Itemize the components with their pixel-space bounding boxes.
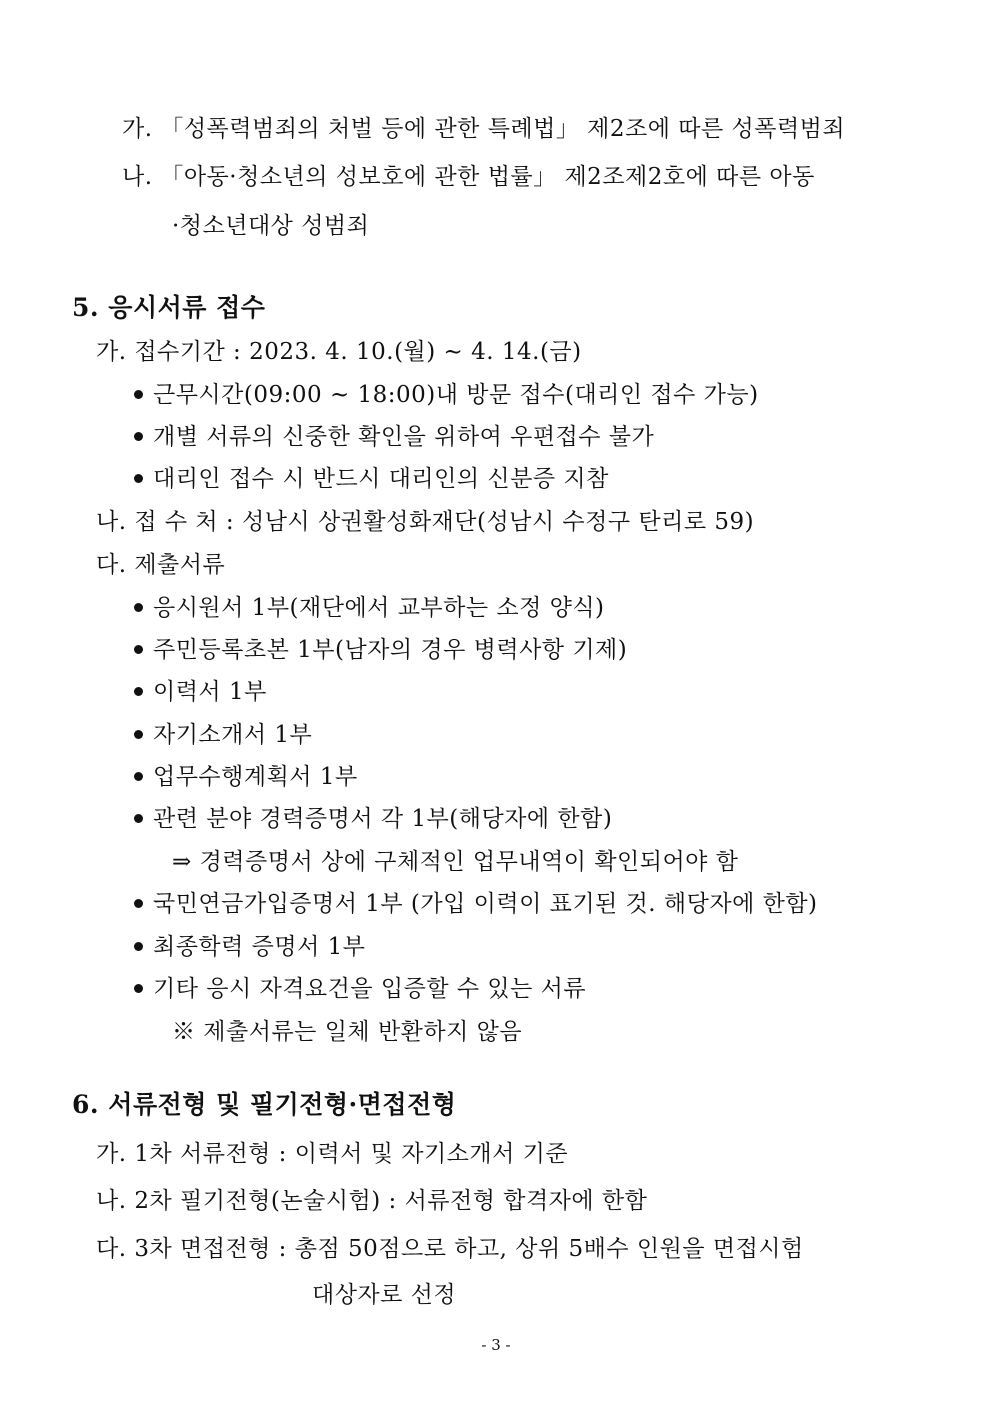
bullet-icon	[134, 814, 143, 823]
return-note: ※ 제출서류는 일체 반환하지 않음	[172, 1019, 523, 1045]
submission-place: 나. 접 수 처 : 성남시 상권활성화재단(성남시 수정구 탄리로 59)	[96, 509, 755, 535]
section-6-heading: 6. 서류전형 및 필기전형·면접전형	[72, 1090, 457, 1119]
period-bullet: 대리인 접수 시 반드시 대리인의 신분증 지참	[134, 464, 609, 494]
bullet-icon	[134, 687, 143, 696]
bullet-icon	[134, 772, 143, 781]
bullet-icon	[134, 390, 143, 399]
bullet-icon	[134, 603, 143, 612]
screening-item-3-continuation: 대상자로 선정	[312, 1282, 457, 1308]
bullet-icon	[134, 645, 143, 654]
intro-line-1: 가. 「성폭력범죄의 처벌 등에 관한 특례법」 제2조에 따른 성폭력범죄	[122, 116, 846, 142]
career-note: ⇒ 경력증명서 상에 구체적인 업무내역이 확인되어야 함	[172, 849, 739, 875]
document-item: 자기소개서 1부	[134, 720, 312, 750]
screening-item-2: 나. 2차 필기전형(논술시험) : 서류전형 합격자에 한함	[96, 1188, 648, 1214]
section-5-heading: 5. 응시서류 접수	[72, 293, 266, 322]
bullet-icon	[134, 942, 143, 951]
document-item: 업무수행계획서 1부	[134, 762, 358, 792]
bullet-icon	[134, 899, 143, 908]
document-item: 관련 분야 경력증명서 각 1부(해당자에 한함)	[134, 804, 612, 834]
document-item: 최종학력 증명서 1부	[134, 932, 366, 962]
submission-period: 가. 접수기간 : 2023. 4. 10.(월) ∼ 4. 14.(금)	[96, 339, 582, 365]
screening-item-3: 다. 3차 면접전형 : 총점 50점으로 하고, 상위 5배수 인원을 면접시험	[96, 1236, 804, 1262]
document-item: 기타 응시 자격요건을 입증할 수 있는 서류	[134, 974, 586, 1004]
document-item: 이력서 1부	[134, 677, 267, 707]
intro-line-2: 나. 「아동·청소년의 성보호에 관한 법률」 제2조제2호에 따른 아동	[122, 164, 815, 190]
screening-item-1: 가. 1차 서류전형 : 이력서 및 자기소개서 기준	[96, 1141, 569, 1167]
bullet-icon	[134, 474, 143, 483]
period-bullet: 근무시간(09:00 ~ 18:00)내 방문 접수(대리인 접수 가능)	[134, 380, 759, 410]
bullet-icon	[134, 984, 143, 993]
page-number: - 3 -	[481, 1336, 511, 1354]
period-bullet: 개별 서류의 신중한 확인을 위하여 우편접수 불가	[134, 422, 654, 452]
document-item: 응시원서 1부(재단에서 교부하는 소정 양식)	[134, 593, 605, 623]
document-item: 국민연금가입증명서 1부 (가입 이력이 표기된 것. 해당자에 한함)	[134, 889, 818, 919]
bullet-icon	[134, 730, 143, 739]
document-item: 주민등록초본 1부(남자의 경우 병력사항 기제)	[134, 635, 627, 665]
intro-line-3: ·청소년대상 성범죄	[172, 213, 370, 239]
bullet-icon	[134, 432, 143, 441]
documents-title: 다. 제출서류	[96, 552, 226, 578]
